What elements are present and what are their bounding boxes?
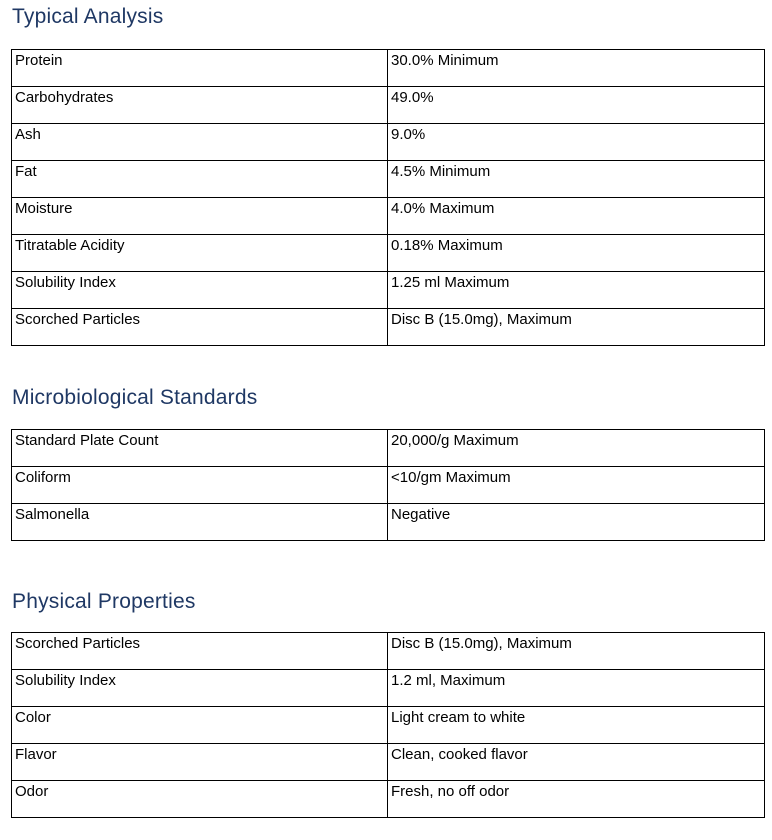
property-value: Disc B (15.0mg), Maximum — [388, 309, 765, 346]
table-row — [12, 504, 765, 541]
property-value: 0.18% Maximum — [388, 235, 765, 272]
microbiological-standards-title: Microbiological Standards — [12, 386, 258, 409]
property-value: 4.0% Maximum — [388, 198, 765, 235]
physical-properties-table — [11, 632, 765, 818]
table-row — [12, 161, 765, 198]
property-name: Protein — [12, 50, 388, 87]
table-row — [12, 633, 765, 670]
property-value: 20,000/g Maximum — [388, 430, 765, 467]
property-name: Coliform — [12, 467, 388, 504]
property-value: Fresh, no off odor — [388, 781, 765, 818]
property-value: 1.2 ml, Maximum — [388, 670, 765, 707]
property-name: Fat — [12, 161, 388, 198]
property-name: Flavor — [12, 744, 388, 781]
typical-analysis-table — [11, 49, 765, 346]
property-name: Color — [12, 707, 388, 744]
property-name: Scorched Particles — [12, 633, 388, 670]
typical-analysis-title: Typical Analysis — [12, 5, 164, 28]
table-row — [12, 744, 765, 781]
microbiological-standards-table — [11, 429, 765, 541]
property-name: Standard Plate Count — [12, 430, 388, 467]
property-name: Solubility Index — [12, 670, 388, 707]
property-value: Negative — [388, 504, 765, 541]
property-value: <10/gm Maximum — [388, 467, 765, 504]
table-row — [12, 467, 765, 504]
property-name: Titratable Acidity — [12, 235, 388, 272]
property-name: Salmonella — [12, 504, 388, 541]
property-value: 9.0% — [388, 124, 765, 161]
table-row — [12, 430, 765, 467]
property-name: Moisture — [12, 198, 388, 235]
table-row — [12, 781, 765, 818]
table-row — [12, 272, 765, 309]
table-row — [12, 198, 765, 235]
property-name: Odor — [12, 781, 388, 818]
property-value: Light cream to white — [388, 707, 765, 744]
property-name: Ash — [12, 124, 388, 161]
property-value: Clean, cooked flavor — [388, 744, 765, 781]
table-row — [12, 124, 765, 161]
property-value: 1.25 ml Maximum — [388, 272, 765, 309]
property-name: Solubility Index — [12, 272, 388, 309]
table-row — [12, 87, 765, 124]
physical-properties-title: Physical Properties — [12, 590, 196, 613]
table-row — [12, 309, 765, 346]
table-row — [12, 707, 765, 744]
property-value: 4.5% Minimum — [388, 161, 765, 198]
property-name: Carbohydrates — [12, 87, 388, 124]
property-value: 30.0% Minimum — [388, 50, 765, 87]
property-value: Disc B (15.0mg), Maximum — [388, 633, 765, 670]
table-row — [12, 235, 765, 272]
property-value: 49.0% — [388, 87, 765, 124]
property-name: Scorched Particles — [12, 309, 388, 346]
table-row — [12, 50, 765, 87]
table-row — [12, 670, 765, 707]
